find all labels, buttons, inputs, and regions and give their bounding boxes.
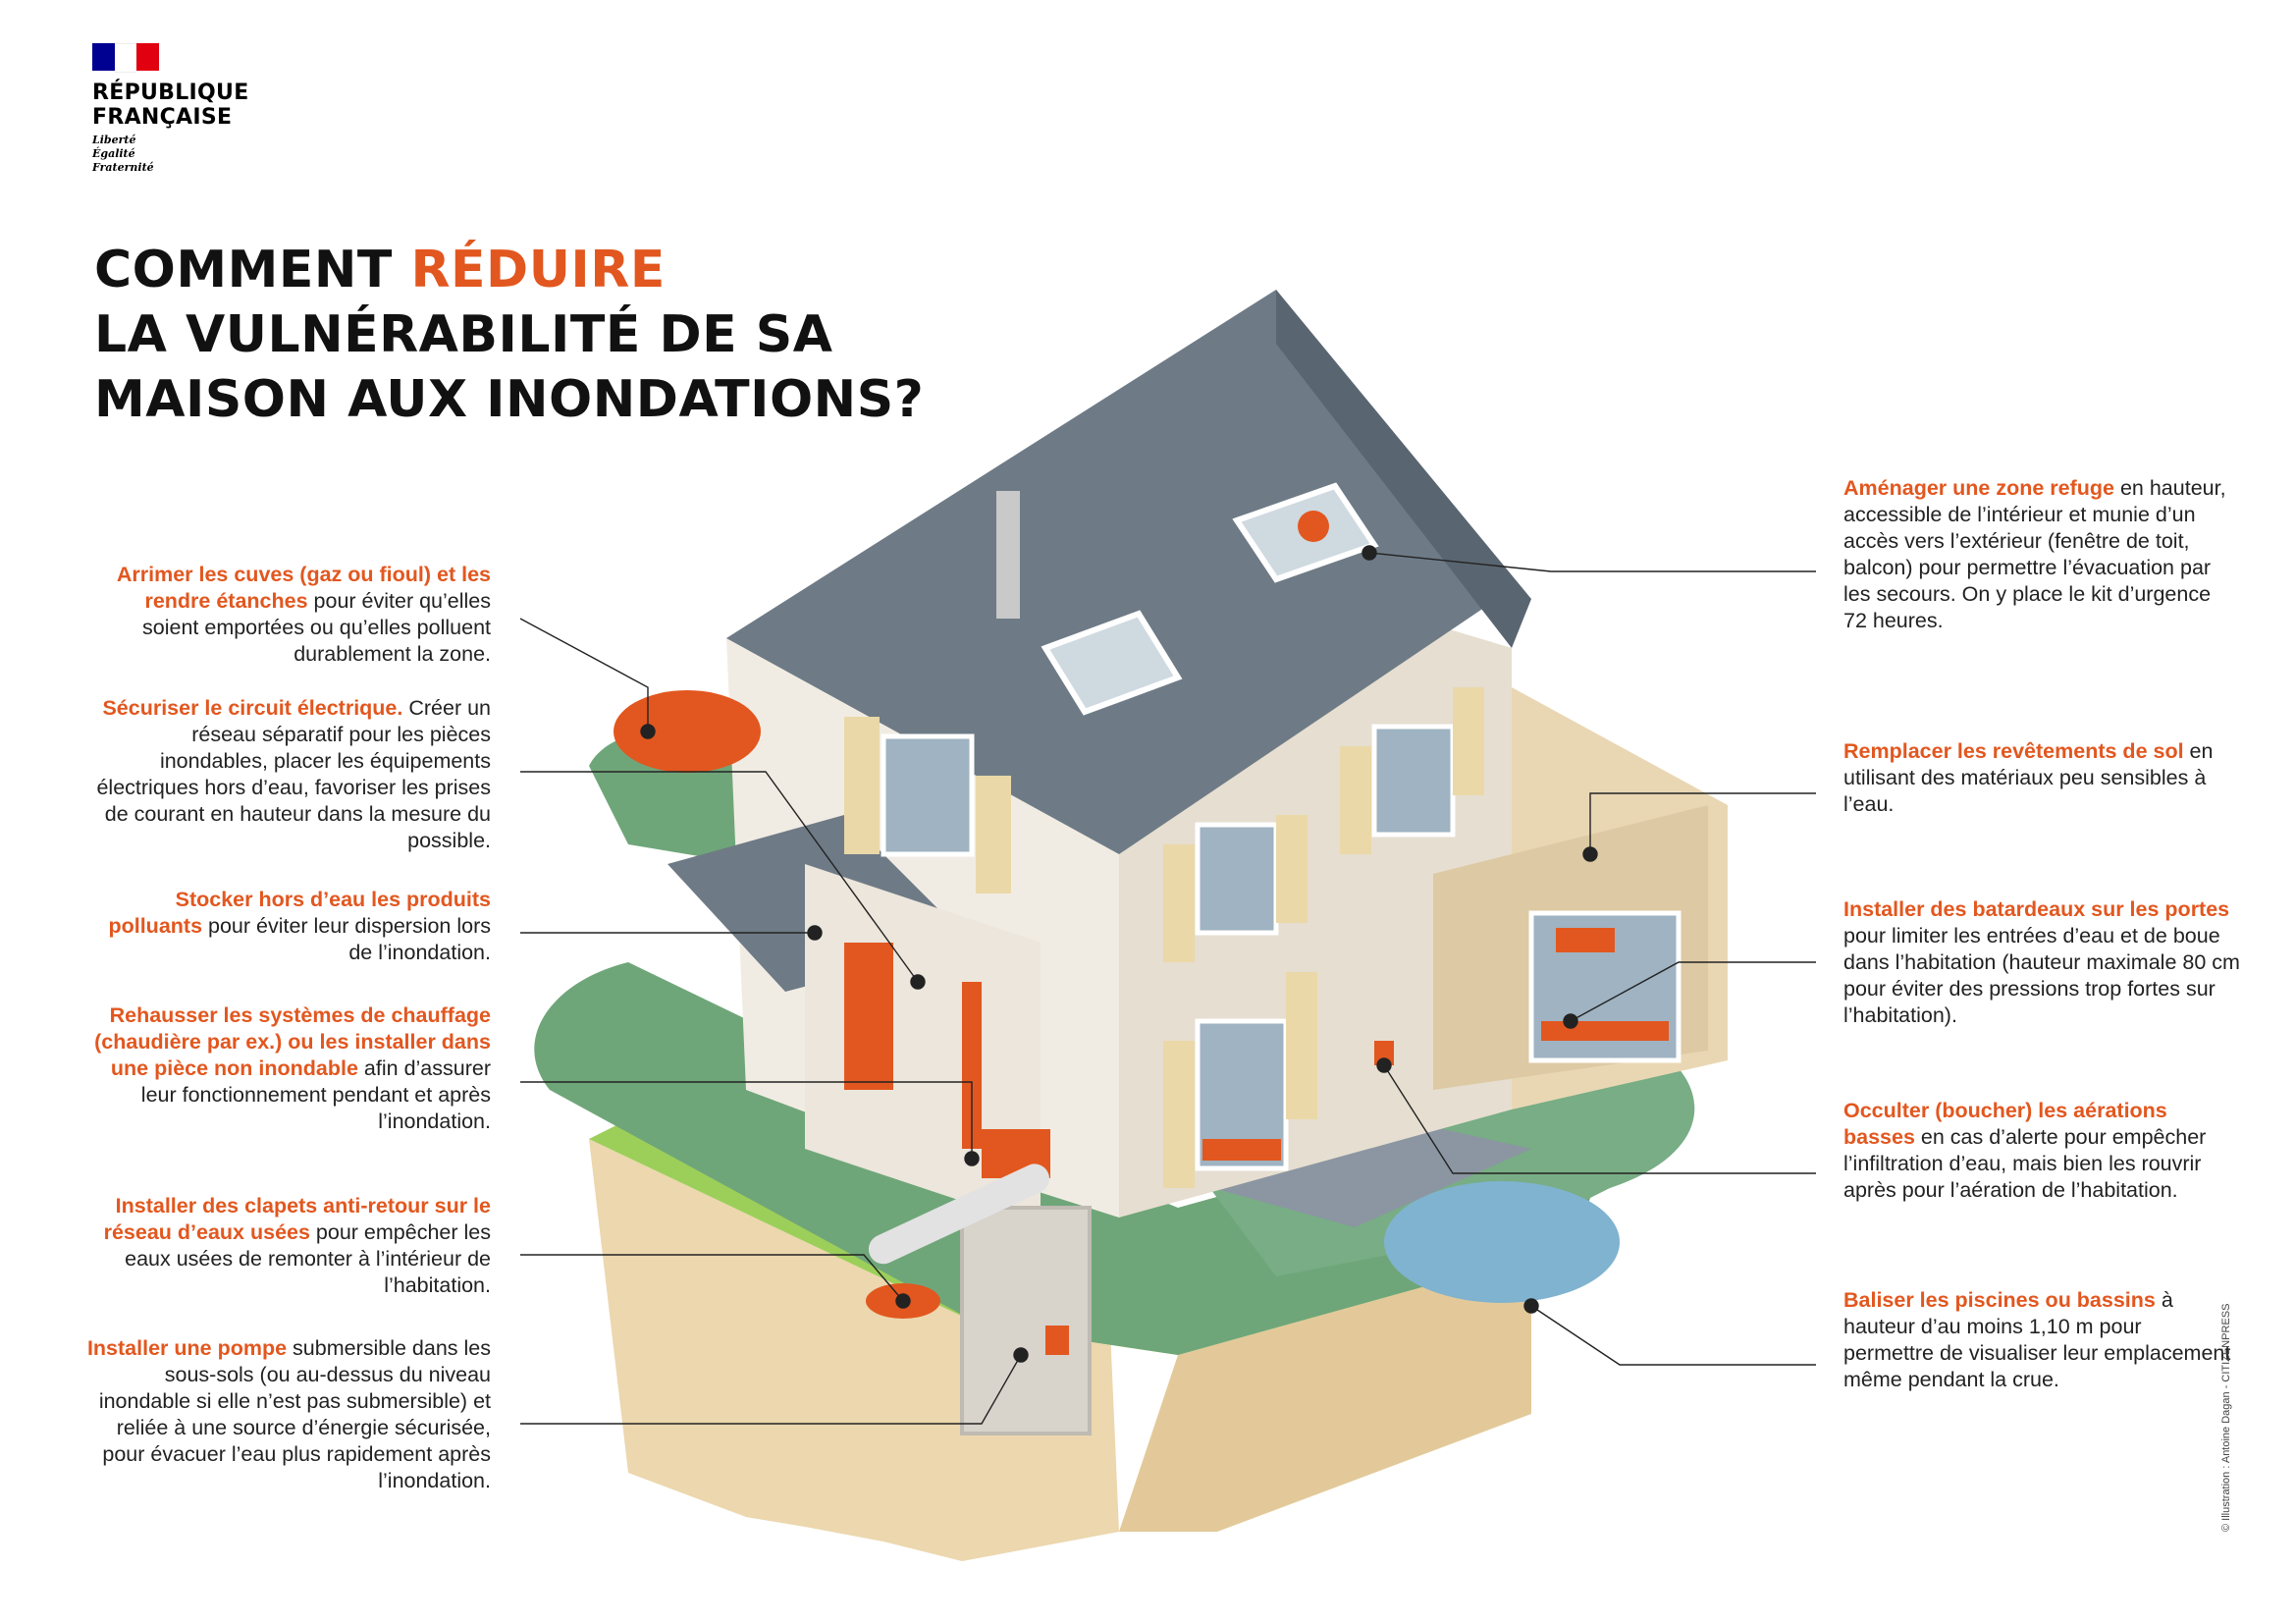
note-revetements-sol: Remplacer les revêtements de sol en utilisant des matériaux peu sensibles à l’eau.: [1843, 739, 2214, 816]
title-part1: COMMENT: [94, 241, 411, 299]
note-batardeaux: Installer des batardeaux sur les portes pour limiter les entrées d’eau et de boue dans l’habitation (hauteur maximale 80 cm pour éviter des pressions trop fortes sur l’habitation).: [1843, 897, 2240, 1027]
title-accent: RÉDUIRE: [410, 241, 666, 299]
motto-liberte: Liberté: [92, 134, 136, 146]
note-cuves: Arrimer les cuves (gaz ou fioul) et les rendre étanches pour éviter qu’elles soient emportées ou qu’elles polluent durablement la zone.: [116, 563, 491, 666]
illustration-credit: © Illustration : Antoine Dagan - CITIZENPRESS: [2220, 1303, 2232, 1532]
note-chauffage: Rehausser les systèmes de chauffage (chaudière par ex.) ou les installer dans une pièce non inondable afin d’assurer leur fonctionnement pendant et après l’inondation.: [94, 1003, 491, 1133]
motto-egalite: Égalité: [92, 147, 135, 160]
note-produits-polluants: Stocker hors d’eau les produits polluants pour éviter leur dispersion lors de l’inondation.: [108, 888, 491, 964]
chimney: [996, 491, 1020, 619]
logo-line1: RÉPUBLIQUE: [92, 81, 249, 105]
note-aerations: Occulter (boucher) les aérations basses en cas d’alerte pour empêcher l’infiltration d’eau, mais bien les rouvrir après pour l’aération de l’habitation.: [1843, 1099, 2207, 1202]
pond: [1384, 1181, 1620, 1303]
logo-line2: FRANÇAISE: [92, 105, 233, 130]
basement: [962, 1208, 1090, 1434]
note-zone-refuge: Aménager une zone refuge en hauteur, accessible de l’intérieur et munie d’un accès vers l’extérieur (fenêtre de toit, balcon) pour permettre l’évacuation par les secours. On y place le kit d’urgence 72 heures.: [1843, 476, 2226, 632]
motto-fraternite: Fraternité: [92, 161, 154, 174]
note-circuit-electrique: Sécuriser le circuit électrique. Créer un réseau séparatif pour les pièces inondables, placer les équipements électriques hors d’eau, favoriser les prises de courant en hauteur dans la mesure du possible.: [96, 696, 491, 852]
note-pompe: Installer une pompe submersible dans les sous-sols (ou au-dessus du niveau inondable si elle n’est pas submersible) et reliée à une source d’énergie sécurisée, pour évacuer l’eau plus rapidement après l’inondation.: [86, 1336, 491, 1492]
title-line2: LA VULNÉRABILITÉ DE SA: [94, 305, 833, 364]
note-clapets: Installer des clapets anti-retour sur le réseau d’eaux usées pour empêcher les eaux usées de remonter à l’intérieur de l’habitation.: [103, 1194, 491, 1297]
title-line3: MAISON AUX INONDATIONS?: [94, 370, 925, 429]
note-piscines: Baliser les piscines ou bassins à hauteur d’au moins 1,10 m pour permettre de visualiser leur emplacement même pendant la crue.: [1843, 1288, 2231, 1391]
